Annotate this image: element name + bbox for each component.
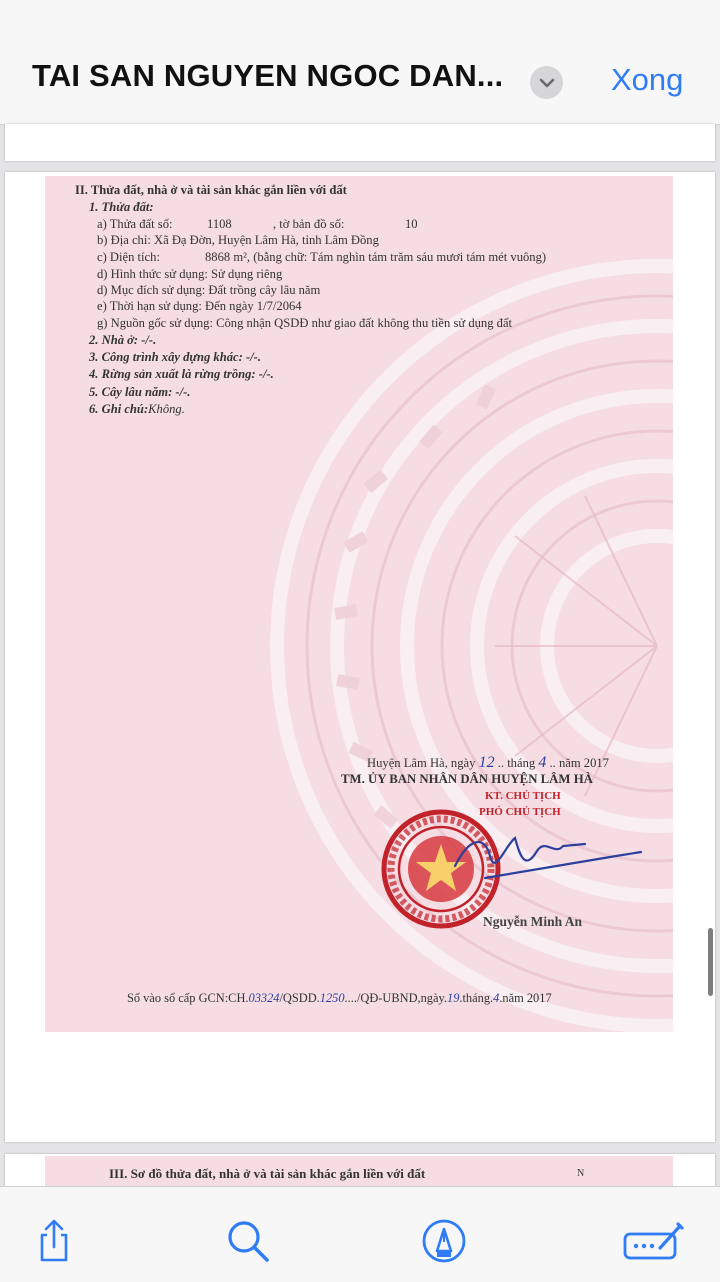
land-certificate <box>45 176 673 1032</box>
kt-chairman: KT. CHỦ TỊCH <box>485 790 561 802</box>
bottom-toolbar <box>0 1186 720 1282</box>
document-page <box>5 172 715 1142</box>
section-3-title: III. Sơ đồ thửa đất, nhà ở và tài sản khác gắn liền với đất <box>109 1166 426 1181</box>
share-icon <box>34 1219 74 1263</box>
signature <box>445 816 645 896</box>
issue-date-line: Huyện Lâm Hà, ngày 12 .. tháng 4 .. năm 2017 <box>367 754 609 771</box>
issue-month-label: tháng <box>507 756 536 770</box>
area-value: 8868 m², (bằng chữ: Tám nghìn tám trăm sáu mươi tám mét vuông) <box>205 250 547 264</box>
done-button[interactable]: Xong <box>611 62 684 97</box>
section-2-title: II. Thửa đất, nhà ở và tài sản khác gắn liền với đất <box>75 183 347 197</box>
issue-date-prefix: Huyện Lâm Hà, ngày <box>367 756 476 770</box>
signer-name: Nguyễn Minh An <box>483 914 583 929</box>
registration-year: .năm 2017 <box>499 991 552 1005</box>
form-fill-icon <box>622 1220 686 1262</box>
item-1-title: 1. Thửa đất: <box>89 200 154 214</box>
map-sheet-label: , tờ bản đồ số: <box>273 217 345 231</box>
registration-line <box>127 991 552 1006</box>
nav-header <box>0 0 720 125</box>
registration-ubnd: ..../QĐ-UBND,ngày. <box>344 991 447 1005</box>
area-label: c) Diện tích: <box>97 250 160 264</box>
registration-month-label: .tháng. <box>459 991 494 1005</box>
item-2-house: 2. Nhà ở: -/-. <box>89 333 157 347</box>
scroll-indicator[interactable] <box>708 928 713 996</box>
chevron-down-icon <box>539 78 555 88</box>
form-fill-button[interactable] <box>622 1217 686 1265</box>
usage-purpose-line: d) Mục đích sử dụng: Đất trồng cây lâu năm <box>97 283 321 297</box>
search-icon <box>225 1218 271 1264</box>
decision-number: 1250 <box>319 991 345 1005</box>
vice-chairman: PHÓ CHỦ TỊCH <box>479 806 561 818</box>
usage-origin-line: g) Nguồn gốc sử dụng: Công nhận QSDĐ như giao đất không thu tiền sử dụng đất <box>97 316 513 330</box>
map-sheet-value: 10 <box>405 217 418 231</box>
markup-button[interactable] <box>420 1217 468 1265</box>
search-button[interactable] <box>224 1217 272 1265</box>
share-button[interactable] <box>30 1217 78 1265</box>
registration-qsdd: /QSDD. <box>279 991 320 1005</box>
registration-day: 19 <box>447 991 460 1005</box>
title-menu-button[interactable] <box>530 66 563 99</box>
issue-month: 4 <box>538 754 547 771</box>
previous-page <box>5 124 715 161</box>
registration-number: 03324 <box>248 991 280 1005</box>
usage-form-line: d) Hình thức sử dụng: Sử dụng riêng <box>97 267 283 281</box>
markup-pen-icon <box>421 1218 467 1264</box>
authority-title: TM. ỦY BAN NHÂN DÂN HUYỆN LÂM HÀ <box>341 772 593 786</box>
usage-term-line: e) Thời hạn sử dụng: Đến ngày 1/7/2064 <box>97 299 302 313</box>
item-3-construction: 3. Công trình xây dựng khác: -/-. <box>89 350 261 364</box>
north-arrow-label: N <box>577 1168 585 1179</box>
registration-month: 4 <box>493 991 500 1005</box>
issue-year: năm 2017 <box>558 756 609 770</box>
item-4-forest: 4. Rừng sản xuất là rừng trồng: -/-. <box>89 367 274 381</box>
issue-day: 12 <box>478 754 495 771</box>
item-5-perennial: 5. Cây lâu năm: -/-. <box>89 385 191 399</box>
document-title: TAI SAN NGUYEN NGOC DAN... <box>32 58 504 93</box>
address-line: b) Địa chỉ: Xã Đạ Đờn, Huyện Lâm Hà, tỉnh Lâm Đồng <box>97 233 379 247</box>
item-6-label: 6. Ghi chú: <box>89 402 149 416</box>
registration-prefix: Số vào sổ cấp GCN:CH. <box>127 991 249 1005</box>
parcel-number-value: 1108 <box>207 217 232 231</box>
parcel-number-label: a) Thửa đất số: <box>97 217 173 231</box>
item-6-value: Không. <box>148 402 185 416</box>
